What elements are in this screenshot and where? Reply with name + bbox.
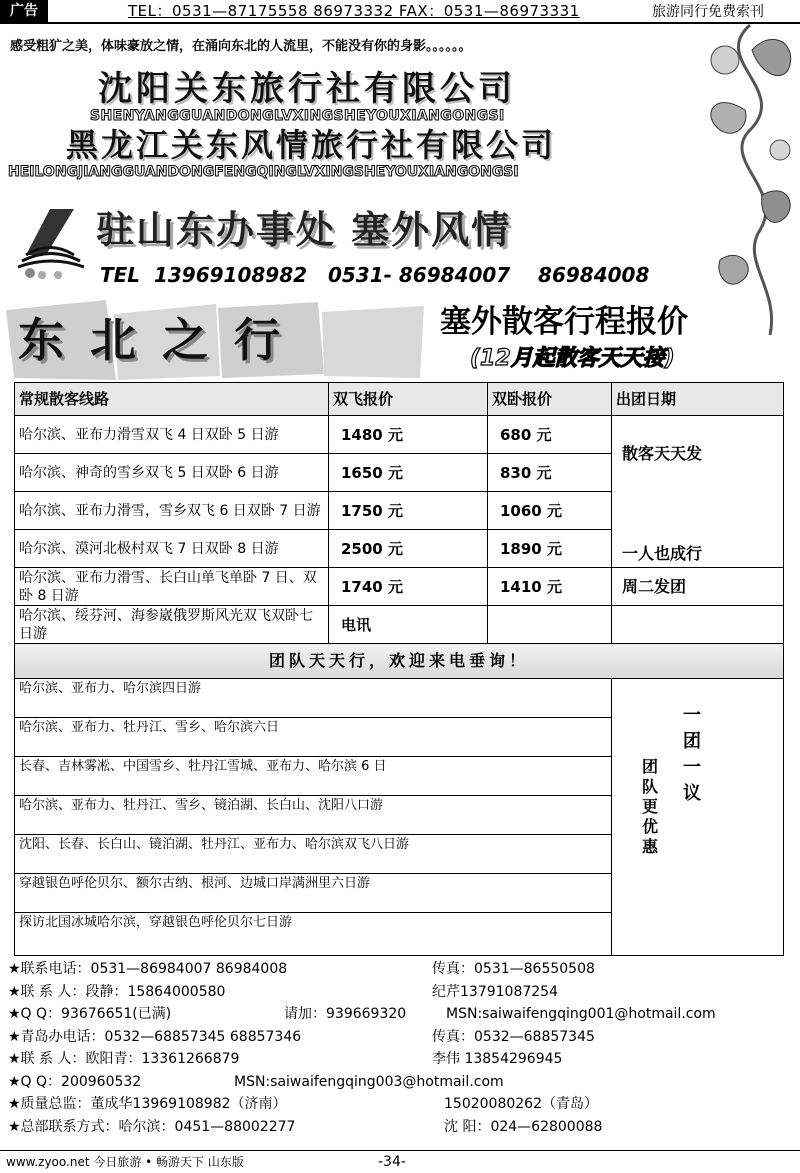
sleeper-price-cell: [488, 606, 612, 644]
ad-label: 广告: [0, 0, 48, 22]
group-banner-row: [15, 644, 784, 679]
contact-person-2: 纪芹13791087254: [432, 983, 558, 1000]
contact-qq-alt: 请加：939669320: [284, 1006, 407, 1022]
hq-contact: ★总部联系方式：哈尔滨：0451—88002277: [8, 1118, 296, 1135]
group-row: [15, 679, 784, 718]
group-route-cell: 探访北国冰城哈尔滨，穿越银色呼伦贝尔七日游: [15, 913, 612, 956]
quality-director-qingdao: 15020080262（青岛）: [444, 1096, 598, 1112]
price-list-title: 塞外散客行程报价: [440, 304, 688, 340]
sleeper-price-cell: 1890 元: [488, 530, 612, 568]
contact-row: [8, 958, 793, 981]
group-route-cell: 穿越银色呼伦贝尔、额尔古纳、根河、边城口岸满洲里六日游: [15, 874, 612, 913]
group-route-cell: 沈阳、长春、长白山、镜泊湖、牡丹江、亚布力、哈尔滨双飞八日游: [15, 835, 612, 874]
header-sleeper-price: 双卧报价: [488, 383, 612, 416]
sleeper-price-cell: 1410 元: [488, 568, 612, 606]
group-route-cell: 哈尔滨、亚布力、牡丹江、雪乡、镜泊湖、长白山、沈阳八口游: [15, 796, 612, 835]
group-offer-negotiable: 一团一议: [683, 705, 701, 804]
table-row: [15, 606, 784, 644]
depart-solo-cell: 一人也成行: [612, 492, 784, 568]
table-row: [15, 568, 784, 606]
company-name-shenyang: 沈阳关东旅行社有限公司: [98, 69, 516, 109]
contact-fax: 传真：0531—86550508: [432, 961, 595, 977]
contact-person: ★联 系 人：段静：15864000580: [8, 983, 226, 1000]
contact-row: [8, 981, 793, 1004]
route-cell: 哈尔滨、漠河北极村双飞 7 日双卧 8 日游: [15, 530, 329, 568]
group-route-cell: 哈尔滨、亚布力、牡丹江、雪乡、哈尔滨六日: [15, 718, 612, 757]
fly-price-cell: 1650 元: [329, 454, 488, 492]
quality-director: ★质量总监：董成华13969108982（济南）: [8, 1096, 287, 1112]
office-title: 驻山东办事处 塞外风情: [96, 207, 512, 252]
contact-msn: MSN:saiwaifengqing001@hotmail.com: [446, 1006, 716, 1022]
page-number: -34-: [378, 1154, 406, 1170]
group-offer-cell: [612, 679, 784, 956]
group-offer-discount: 团队更优惠: [641, 757, 658, 856]
sleeper-price-cell: 680 元: [488, 416, 612, 454]
contact-row: [8, 1116, 793, 1139]
fly-price-cell: 2500 元: [329, 530, 488, 568]
contact-row: [8, 1093, 793, 1116]
fly-price-cell: 1750 元: [329, 492, 488, 530]
office-phone-line: TEL 13969108982 0531- 86984007 86984008: [100, 263, 650, 287]
qingdao-phone: ★青岛办电话：0532—68857345 68857346: [8, 1028, 302, 1045]
footer-site: www.zyoo.net 今日旅游 • 畅游天下 山东版: [6, 1155, 244, 1169]
sleeper-price-cell: 1060 元: [488, 492, 612, 530]
contact-list: [8, 958, 793, 1138]
contact-row: [8, 1048, 793, 1071]
qingdao-person: ★联 系 人：欧阳青：13361266879: [8, 1051, 240, 1067]
fly-price-cell: 1740 元: [329, 568, 488, 606]
price-table: [14, 382, 784, 956]
group-route-cell: 长春、吉林雾凇、中国雪乡、牡丹江雪城、亚布力、哈尔滨 6 日: [15, 757, 612, 796]
route-cell: 哈尔滨、神奇的雪乡双飞 5 日双卧 6 日游: [15, 454, 329, 492]
contact-row: [8, 1071, 793, 1094]
table-header-row: [15, 383, 784, 416]
contact-row: [8, 1003, 793, 1026]
hq-contact-shenyang: 沈 阳：024—62800088: [444, 1118, 603, 1135]
route-cell: 哈尔滨、亚布力滑雪，雪乡双飞 6 日双卧 7 日游: [15, 492, 329, 530]
header-contact: TEL：0531—87175558 86973332 FAX：0531—86973331: [128, 2, 580, 20]
empty-cell: [612, 606, 784, 644]
header-depart-date: 出团日期: [612, 383, 784, 416]
agency-logo-icon: [12, 205, 90, 281]
company-name-heilongjiang: 黑龙江关东风情旅行社有限公司: [66, 126, 557, 164]
depart-tuesday-cell: 周二发团: [612, 568, 784, 606]
company-pinyin-shenyang: SHENYANGGUANDONGLVXINGSHEYOUXIANGONGSI: [90, 108, 505, 124]
fly-price-cell: 电讯: [329, 606, 488, 644]
group-route-cell: 哈尔滨、亚布力、哈尔滨四日游: [15, 679, 612, 718]
header-route: 常规散客线路: [15, 383, 329, 416]
header-right-text: 旅游同行免费索刊: [652, 4, 764, 20]
qingdao-msn: MSN:saiwaifengqing003@hotmail.com: [234, 1073, 504, 1090]
table-row: [15, 492, 784, 530]
route-cell: 哈尔滨、亚布力滑雪双飞 4 日双卧 5 日游: [15, 416, 329, 454]
slogan: 感受粗犷之美，体味豪放之情，在涌向东北的人流里，不能没有你的身影。。。。。。: [10, 39, 472, 54]
northeast-banner-text: 东北之行: [18, 313, 306, 367]
qingdao-person-2: 李伟 13854296945: [432, 1051, 563, 1067]
group-banner: 团队天天行，欢迎来电垂询！: [15, 644, 784, 679]
contact-row: [8, 1026, 793, 1049]
header-fly-price: 双飞报价: [329, 383, 488, 416]
fly-price-cell: 1480 元: [329, 416, 488, 454]
route-cell: 哈尔滨、亚布力滑雪、长白山单飞单卧 7 日、双卧 8 日游: [15, 568, 329, 606]
table-row: [15, 416, 784, 454]
route-cell: 哈尔滨、绥芬河、海参崴俄罗斯风光双飞双卧七日游: [15, 606, 329, 644]
company-pinyin-heilongjiang: HEILONGJIANGGUANDONGFENGQINGLVXINGSHEYOUXIANGONGSI: [8, 164, 519, 180]
contact-phone: ★联系电话：0531—86984007 86984008: [8, 961, 288, 977]
qingdao-qq: ★Q Q：200960532: [8, 1073, 142, 1090]
qingdao-fax: 传真：0532—68857345: [432, 1028, 595, 1045]
contact-qq: ★Q Q：93676651(已满): [8, 1006, 172, 1022]
depart-daily-cell: 散客天天发: [612, 416, 784, 492]
sleeper-price-cell: 830 元: [488, 454, 612, 492]
price-list-subtitle: (12月起散客天天接): [470, 346, 675, 371]
vine-decoration: [690, 20, 800, 340]
